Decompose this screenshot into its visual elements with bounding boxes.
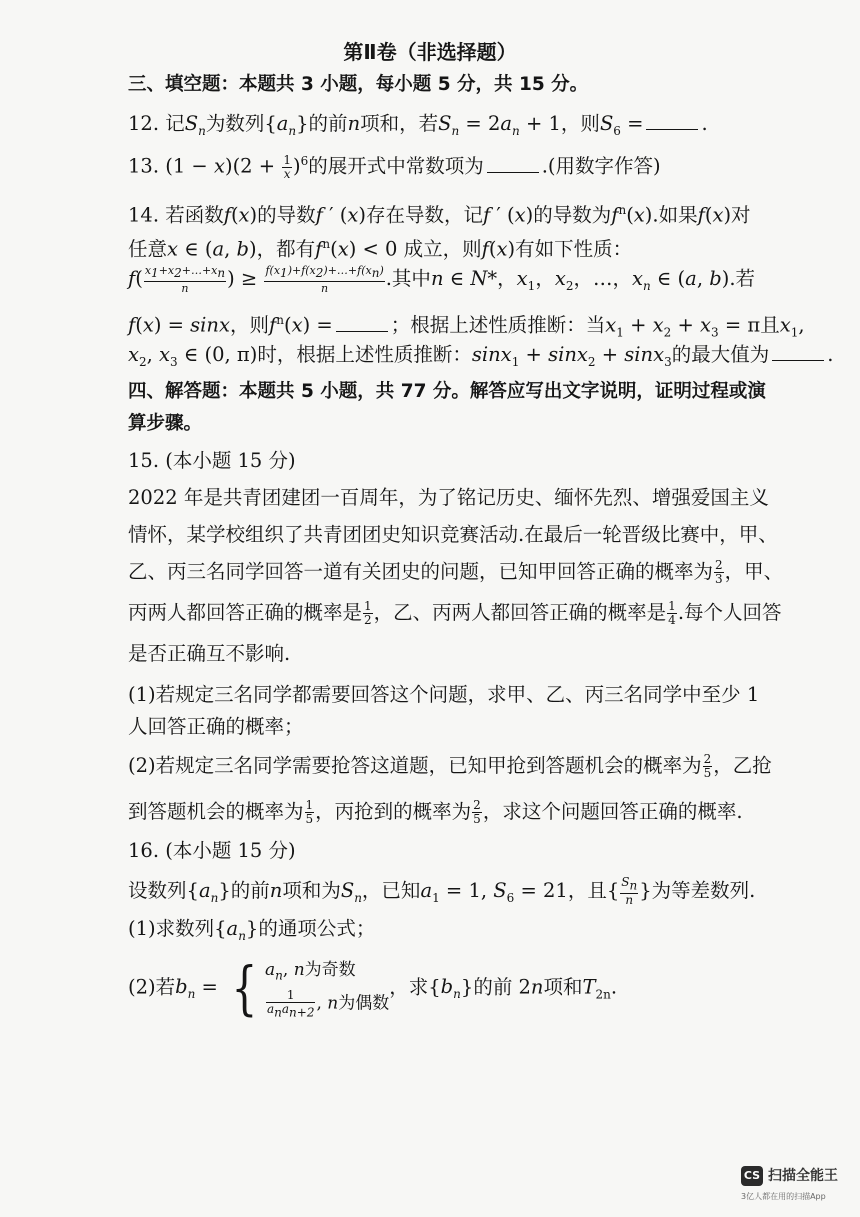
- question-15-text: 2022 年是共青团建团一百周年，为了铭记历史、缅怀先烈、增强爱国主义: [128, 486, 769, 509]
- question-14-line-4: f(x) = sinx，则$f^n(x)$ = ；根据上述性质推断：当$x_1 + x_2 + x_3 = \pi$且$x_1$,: [128, 313, 805, 340]
- question-14-line-1: 14. 若函数f(x)的导数f ′ (x)存在导数，记f ′ (x)的导数为$f^n(x)$.如果f(x)对: [128, 203, 751, 227]
- answer-blank: [646, 111, 698, 130]
- watermark-tagline: 3亿人都在用的扫描App: [741, 1192, 826, 1201]
- camscanner-watermark: [741, 1164, 849, 1208]
- question-16-header: 16. (本小题 15 分): [128, 839, 296, 862]
- part4-heading-line-1: 四、解答题：本题共 5 小题，共 77 分。解答应写出文字说明，证明过程或演: [128, 381, 766, 402]
- question-16-text: 设数列$\{a_n\}$的前n项和为$S_n$，已知$a_1 = 1$, $S_6 = 21$，且{ $\frac{S_n}{n}$ }为等差数列.: [128, 875, 756, 907]
- question-15-part-1: 人回答正确的概率；: [128, 715, 304, 738]
- part3-heading: 三、填空题：本题共 3 小题，每小题 5 分，共 15 分。: [128, 74, 589, 95]
- question-16-part-1: (1)求数列$\{a_n\}$的通项公式；: [128, 917, 376, 943]
- question-15-text: 丙两人都回答正确的概率是 $\frac{1}{2}$ ，乙、丙两人都回答正确的概率是 $\frac{1}{4}$ .每个人回答: [128, 599, 782, 627]
- question-15-header: 15. (本小题 15 分): [128, 449, 296, 472]
- answer-blank: [772, 342, 824, 361]
- question-14-line-2: 任意x ∈ (a, b)，都有$f^n(x) < 0$ 成立，则f(x)有如下性质：: [128, 237, 633, 261]
- part4-heading-line-2: 算步骤。: [128, 413, 203, 434]
- question-15-text: 乙、丙三名同学回答一道有关团史的问题，已知甲回答正确的概率为 $\frac{2}{3}$ ，甲、: [128, 558, 784, 586]
- question-12: 12. 记$S_n$为数列$\{a_n\}$的前n项和，若$S_n = 2a_n + 1$，则$S_6$ = .: [128, 112, 708, 138]
- section-title: 第Ⅱ卷（非选择题）: [343, 40, 517, 64]
- question-13: 13. (1 − x)(2 + $\frac{1}{x}$ )$^6$的展开式中常数项为 .(用数字作答): [128, 152, 661, 181]
- question-15-part-2: (2)若规定三名同学需要抢答这道题，已知甲抢到答题机会的概率为 $\frac{2}{5}$ ，乙抢: [128, 752, 772, 780]
- answer-blank: [487, 154, 539, 173]
- question-15-text: 情怀，某学校组织了共青团团史知识竞赛活动.在最后一轮晋级比赛中，甲、: [128, 523, 778, 546]
- answer-blank: [336, 313, 388, 332]
- question-15-text: 是否正确互不影响.: [128, 642, 291, 665]
- question-14-line-5: $x_2$, $x_3$ ∈ (0, π)时，根据上述性质推断：sinx$_1$ + sinx$_2$ + sinx$_3$的最大值为 .: [128, 343, 834, 369]
- question-16-part-2: (2)若$b_n$ = { $a_n$, n为奇数 $\frac{1}{a_na_{n+2}}$ , n为偶数 ，求$\{b_n\}$的前 2n项和$T_{2n}$.: [128, 953, 618, 1022]
- watermark-name: 扫描全能王: [768, 1168, 838, 1184]
- camscanner-logo-icon: CS: [741, 1166, 763, 1186]
- question-14-line-3: f( $\frac{x_1+x_2+\dots+x_n}{n}$ ) ≥ $\frac{f(x_1)+f(x_2)+\dots+f(x_n)}{n}$ .其中n ∈ N*，$x_1$，$x_2$，…，$x_n$ ∈ (a, b).若: [128, 264, 756, 295]
- question-15-part-2: 到答题机会的概率为 $\frac{1}{5}$ ，丙抢到的概率为 $\frac{2}{5}$ ，求这个问题回答正确的概率.: [128, 798, 743, 826]
- question-15-part-1: (1)若规定三名同学都需要回答这个问题，求甲、乙、丙三名同学中至少 1: [128, 683, 760, 706]
